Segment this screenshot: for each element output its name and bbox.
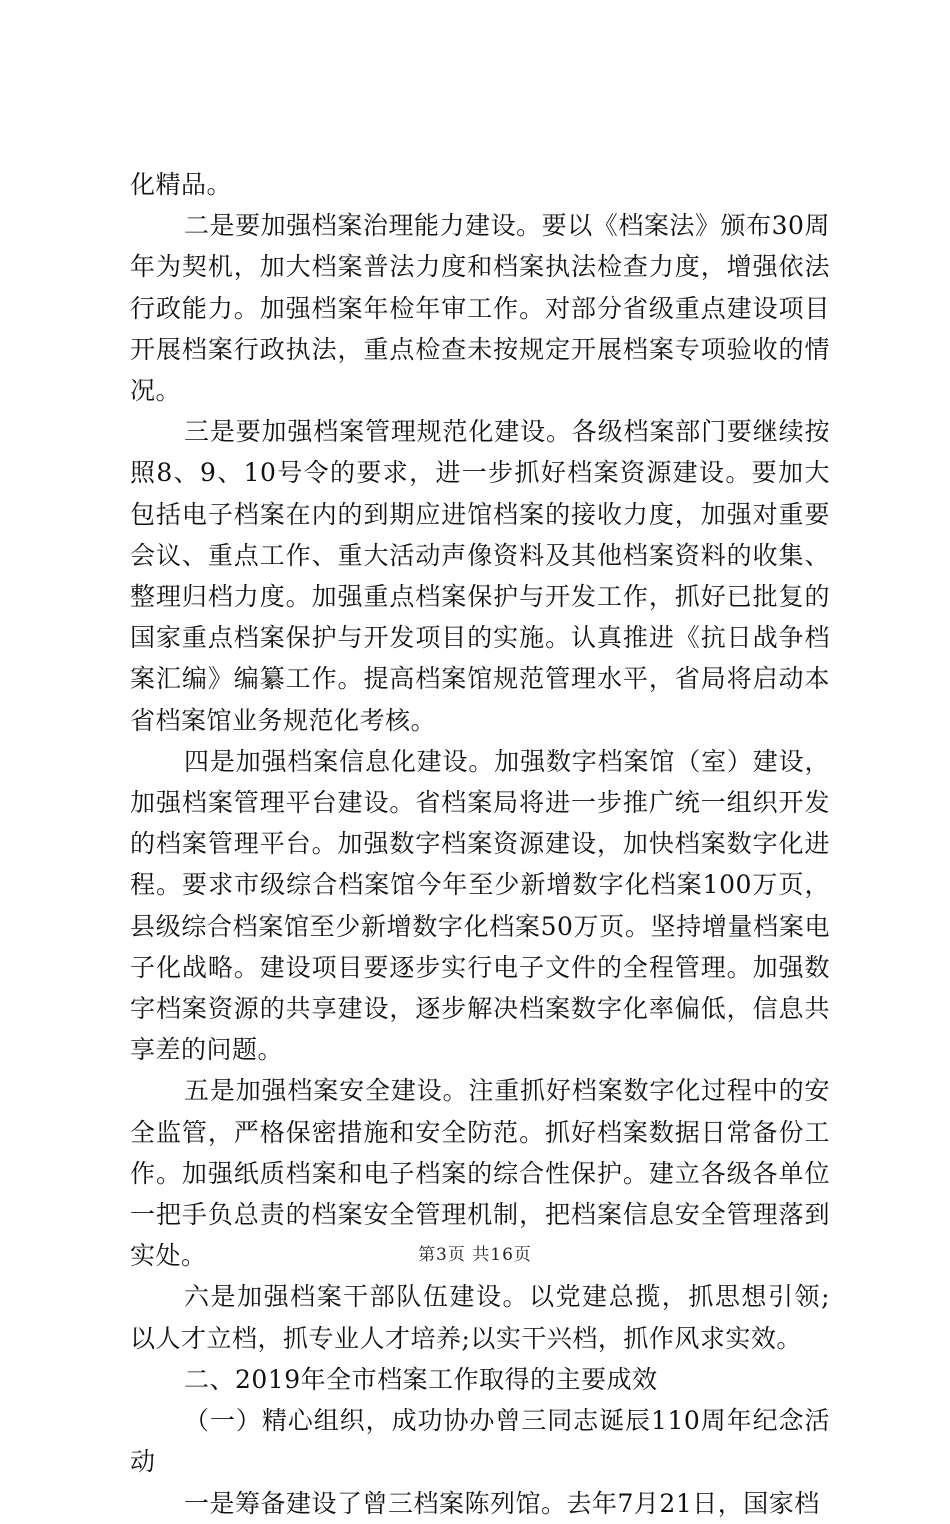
paragraph-archive-standardization: 三是要加强档案管理规范化建设。各级档案部门要继续按照8、9、10号令的要求，进一步抓好档案资源建设。要加大包括电子档案在内的到期应进馆档案的接收力度，加强对重要会议、重点工作、重大活动声像资料及其他档案资料的收集、整理归档力度。加强重点档案保护与开发工作，抓好已批复的国家重点档案保护与开发项目的实施。认真推进《抗日战争档案汇编》编纂工作。提高档案馆规范管理水平，省局将启动本省档案馆业务规范化考核。 [130, 417, 830, 735]
section-heading-achievements: 二、2019年全市档案工作取得的主要成效 [184, 1364, 658, 1394]
paragraph-continuation: 化精品。 [130, 170, 233, 199]
paragraph-archive-governance: 二是要加强档案治理能力建设。要以《档案法》颁布30周年为契机，加大档案普法力度和档案执法检查力度，增强依法行政能力。加强档案年检年审工作。对部分省级重点建设项目开展档案行政执法，重点检查未按规定开展档案专项验收的情况。 [130, 211, 830, 406]
document-body [130, 164, 830, 1524]
page-number-footer: 第3页 共16页 [418, 1245, 532, 1265]
paragraph-archive-security: 五是加强档案安全建设。注重抓好档案数字化过程中的安全监管，严格保密措施和安全防范。抓好档案数据日常备份工作。加强纸质档案和电子档案的综合性保护。建立各级各单位一把手负总责的档案安全管理机制，把档案信息安全管理落到实处。 [130, 1076, 830, 1271]
paragraph-archive-informatization: 四是加强档案信息化建设。加强数字档案馆（室）建设，加强档案管理平台建设。省档案局将进一步推广统一组织开发的档案管理平台。加强数字档案资源建设，加快档案数字化进程。要求市级综合档案馆今年至少新增数字化档案100万页，县级综合档案馆至少新增数字化档案50万页。坚持增量档案电子化战略。建设项目要逐步实行电子文件的全程管理。加强数字档案资源的共享建设，逐步解决档案数字化率偏低，信息共享差的问题。 [130, 746, 830, 1065]
subsection-heading-commemoration: （一）精心组织，成功协办曾三同志诞辰110周年纪念活动 [130, 1406, 830, 1477]
paragraph-exhibition-hall: 一是筹备建设了曾三档案陈列馆。去年7月21日，国家档 [184, 1488, 820, 1518]
paragraph-archive-staff: 六是加强档案干部队伍建设。以党建总揽，抓思想引领;以人才立档，抓专业人才培养;以实干兴档，抓作风求实效。 [130, 1282, 830, 1353]
